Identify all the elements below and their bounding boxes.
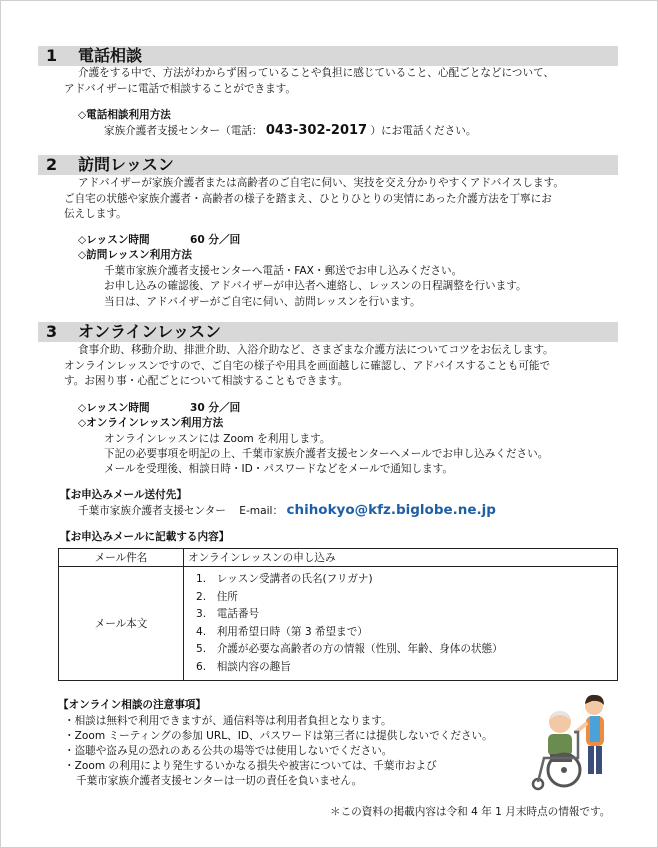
list-item: 1. レッスン受講者の氏名(フリガナ)	[196, 573, 373, 585]
notes-heading: 【オンライン相談の注意事項】	[58, 699, 206, 711]
s2-m2: お申し込みの確認後、アドバイザーが申込者へ連絡し、レッスンの日程調整を行います。	[104, 280, 527, 292]
s3-line1: 食事介助、移動介助、排泄介助、入浴介助など、さまざまな介護方法についてコツをお伝えします。	[78, 344, 554, 356]
section-number: 1	[46, 46, 58, 65]
section-title: オンラインレッスン	[78, 322, 221, 341]
table-row	[59, 549, 618, 567]
caregiver-wheelchair-illustration	[520, 692, 616, 792]
section-1-header	[38, 46, 618, 66]
section-number: 2	[46, 155, 58, 174]
note-1: ・相談は無料で利用できますが、通信料等は利用者負担となります。	[64, 715, 392, 727]
footer-note: ＊この資料の掲載内容は令和 4 年 1 月末時点の情報です。	[330, 806, 611, 818]
s3-time-label: ◇レッスン時間	[78, 402, 150, 414]
s2-time-value: 60 分／回	[190, 234, 241, 246]
mail-org: 千葉市家族介護者支援センター	[78, 505, 226, 517]
s3-time-value: 30 分／回	[190, 402, 241, 414]
s2-m1: 千葉市家族介護者支援センターへ電話・FAX・郵送でお申し込みください。	[104, 265, 463, 277]
s3-method-label: ◇オンラインレッスン利用方法	[78, 417, 224, 429]
body-label: メール本文	[59, 567, 184, 681]
s1-sub-label: ◇電話相談利用方法	[78, 109, 171, 121]
s3-m3: メールを受理後、相談日時・ID・パスワードなどをメールで通知します。	[104, 463, 454, 475]
list-item: 3. 電話番号	[196, 608, 260, 620]
body-list-cell	[184, 567, 618, 681]
s2-line2: ご自宅の状態や家族介護者・高齢者の様子を踏まえ、ひとりひとりの実情にあった介護方法を丁寧にお	[64, 193, 552, 205]
phone-number: 043-302-2017	[265, 123, 368, 138]
section-2-header	[38, 155, 618, 175]
note-4a: ・Zoom の利用により発生するいかなる損失や被害については、千葉市および	[64, 760, 437, 772]
list-item: 4. 利用希望日時（第 3 希望まで）	[196, 625, 368, 638]
s1-line2: アドバイザーに電話で相談することができます。	[64, 83, 297, 95]
s1-call-line	[104, 123, 476, 140]
s2-line3: 伝えします。	[64, 208, 127, 220]
call-pre: 家族介護者支援センター（電話：	[104, 125, 263, 137]
s3-m2: 下記の必要事項を明記の上、千葉市家族介護者支援センターへメールでお申し込みください。	[104, 448, 549, 460]
note-4b: 千葉市家族介護者支援センターは一切の責任を負いません。	[76, 775, 363, 787]
note-3: ・盗聴や盗み見の恐れのある公共の場等では使用しないでください。	[64, 745, 393, 757]
s2-time-label: ◇レッスン時間	[78, 234, 150, 246]
s3-m1: オンラインレッスンには Zoom を利用します。	[104, 433, 331, 445]
subject-value: オンラインレッスンの申し込み	[184, 549, 618, 567]
s3-line2: オンラインレッスンですので、ご自宅の様子や用具を画面越しに確認し、アドバイスすることも可能で	[64, 360, 551, 372]
table-row	[59, 567, 618, 681]
s2-line1: アドバイザーが家族介護者または高齢者のご自宅に伺い、実技を交え分かりやすくアドバイスします。	[78, 177, 564, 189]
call-post: ）にお電話ください。	[370, 125, 477, 137]
list-item: 6. 相談内容の趣旨	[196, 660, 291, 673]
note-2: ・Zoom ミーティングの参加 URL、ID、パスワードは第三者には提供しないでください。	[64, 730, 493, 742]
wheelchair-hub	[561, 767, 567, 773]
mail-content-heading: 【お申込みメールに記載する内容】	[60, 531, 230, 543]
email-link[interactable]: chihokyo@kfz.biglobe.ne.jp	[286, 502, 496, 518]
s3-line3: す。お困り事・心配ごとについて相談することもできます。	[64, 375, 349, 387]
list-item: 2. 住所	[196, 590, 238, 603]
mail-content-table	[58, 548, 618, 681]
mail-line	[78, 503, 496, 520]
caregiver-leg	[588, 746, 594, 774]
email-label: E-mail：	[239, 505, 284, 517]
subject-label: メール件名	[59, 549, 184, 567]
s1-line1: 介護をする中で、方法がわからず困っていることや負担に感じていること、心配ごとなどについて、	[78, 67, 555, 79]
s2-method-label: ◇訪問レッスン利用方法	[78, 249, 192, 261]
mail-heading: 【お申込みメール送付先】	[60, 489, 187, 501]
caregiver-leg	[596, 746, 602, 774]
caregiver-shirt	[590, 716, 600, 742]
section-title: 訪問レッスン	[78, 155, 174, 174]
section-number: 3	[46, 322, 58, 341]
elder-cardigan	[548, 734, 572, 756]
section-3-header	[38, 322, 618, 342]
list-item: 5. 介護が必要な高齢者の方の情報（性別、年齢、身体の状態）	[196, 643, 503, 655]
section-title: 電話相談	[78, 46, 143, 65]
body-list	[188, 567, 617, 680]
s2-m3: 当日は、アドバイザーがご自宅に伺い、訪問レッスンを行います。	[104, 296, 421, 308]
